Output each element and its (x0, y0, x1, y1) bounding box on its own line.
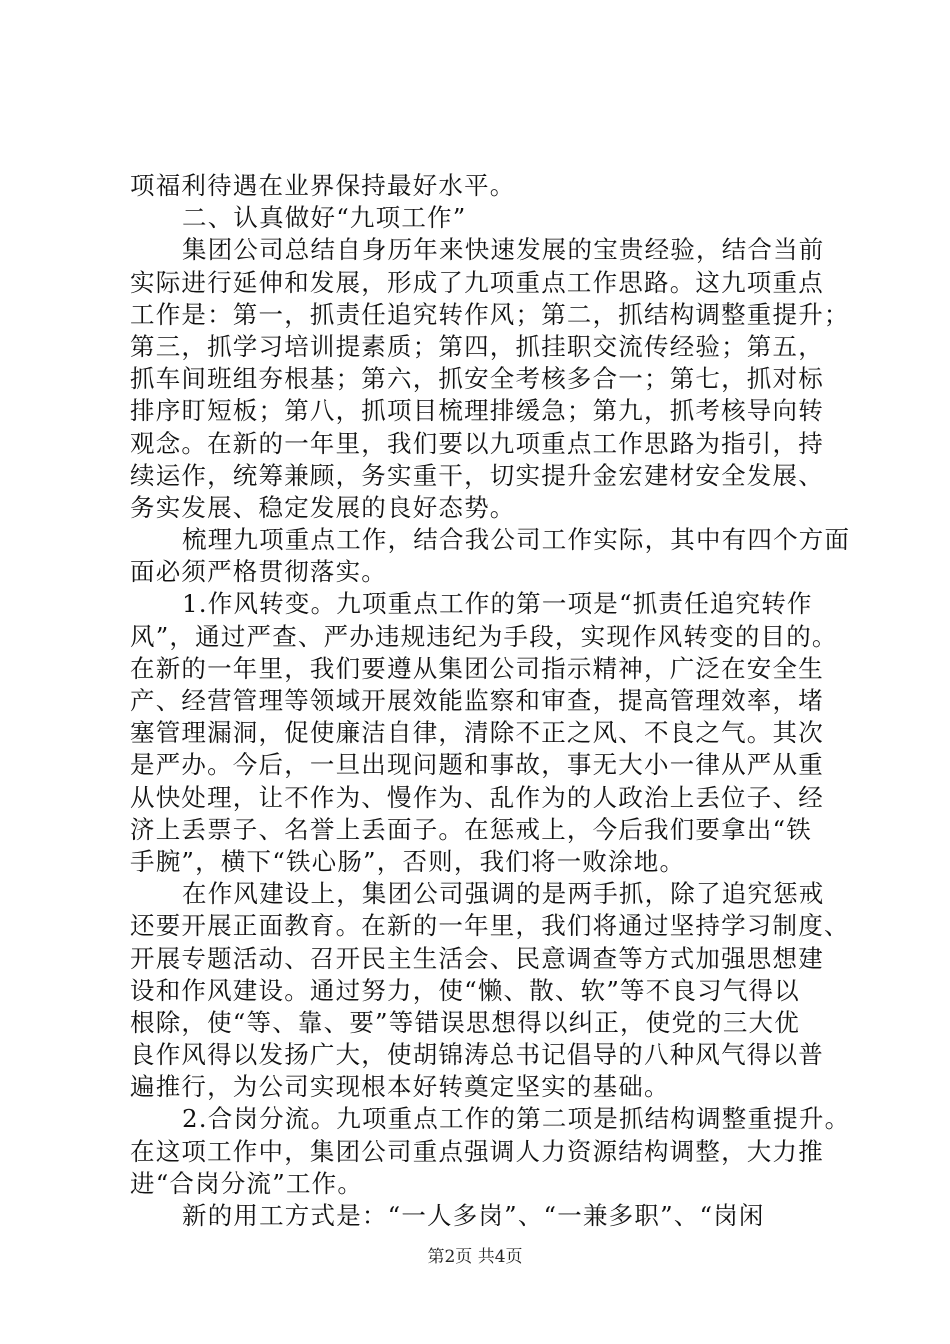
text-line: 二、认真做好“九项工作” (182, 203, 467, 233)
text-line: 还要开展正面教育。在新的一年里，我们将通过坚持学习制度、 (130, 911, 850, 941)
text-line: 集团公司总结自身历年来快速发展的宝贵经验，结合当前 (182, 235, 825, 265)
text-line: 济上丢票子、名誉上丢面子。在惩戒上，今后我们要拿出“铁 (130, 814, 812, 844)
text-line: 抓车间班组夯根基；第六，抓安全考核多合一；第七，抓对标 (130, 364, 824, 394)
text-line: 2.合岗分流。九项重点工作的第二项是抓结构调整重提升。 (182, 1104, 851, 1134)
text-line: 排序盯短板；第八，抓项目梳理排缓急；第九，抓考核导向转 (130, 396, 824, 426)
text-line: 是严办。今后，一旦出现问题和事故，事无大小一律从严从重 (130, 750, 824, 780)
text-line: 开展专题活动、召开民主生活会、民意调查等方式加强思想建 (130, 943, 824, 973)
text-line: 从快处理，让不作为、慢作为、乱作为的人政治上丢位子、经 (130, 782, 824, 812)
text-line: 在这项工作中，集团公司重点强调人力资源结构调整，大力推 (130, 1136, 824, 1166)
text-line: 面必须严格贯彻落实。 (130, 557, 387, 587)
text-line: 进“合岗分流”工作。 (130, 1168, 364, 1198)
text-line: 手腕”，横下“铁心肠”，否则，我们将一败涂地。 (130, 846, 686, 876)
text-line: 第三，抓学习培训提素质；第四，抓挂职交流传经验；第五， (130, 331, 824, 361)
text-line: 设和作风建设。通过努力，使“懒、散、软”等不良习气得以 (130, 975, 800, 1005)
text-line: 风”，通过严查、严办违规违纪为手段，实现作风转变的目的。 (130, 621, 838, 651)
text-line: 根除，使“等、靠、要”等错误思想得以纠正，使党的三大优 (130, 1007, 800, 1037)
text-line: 良作风得以发扬广大，使胡锦涛总书记倡导的八种风气得以普 (130, 1040, 824, 1070)
text-line: 1.作风转变。九项重点工作的第一项是“抓责任追究转作 (182, 589, 813, 619)
document-body (130, 170, 850, 1232)
page-footer: 第2页 共4页 (427, 1247, 523, 1267)
text-line: 项福利待遇在业界保持最好水平。 (130, 171, 516, 200)
text-line: 梳理九项重点工作，结合我公司工作实际，其中有四个方面 (182, 525, 851, 555)
text-line: 工作是：第一，抓责任追究转作风；第二，抓结构调整重提升； (130, 299, 850, 329)
text-line: 续运作，统筹兼顾，务实重干，切实提升金宏建材安全发展、 (130, 460, 824, 490)
text-line: 实际进行延伸和发展，形成了九项重点工作思路。这九项重点 (130, 267, 824, 297)
text-line: 务实发展、稳定发展的良好态势。 (130, 492, 516, 522)
text-line: 新的用工方式是：“一人多岗”、“一兼多职”、“岗闲 (182, 1201, 765, 1230)
text-line: 在新的一年里，我们要遵从集团公司指示精神，广泛在安全生 (130, 653, 824, 683)
text-line: 观念。在新的一年里，我们要以九项重点工作思路为指引，持 (130, 428, 824, 458)
text-line: 产、经营管理等领域开展效能监察和审查，提高管理效率，堵 (130, 686, 824, 715)
text-line: 在作风建设上，集团公司强调的是两手抓，除了追究惩戒 (182, 879, 825, 909)
text-line: 塞管理漏洞，促使廉洁自律，清除不正之风、不良之气。其次 (130, 718, 824, 748)
text-line: 遍推行，为公司实现根本好转奠定坚实的基础。 (130, 1072, 670, 1102)
